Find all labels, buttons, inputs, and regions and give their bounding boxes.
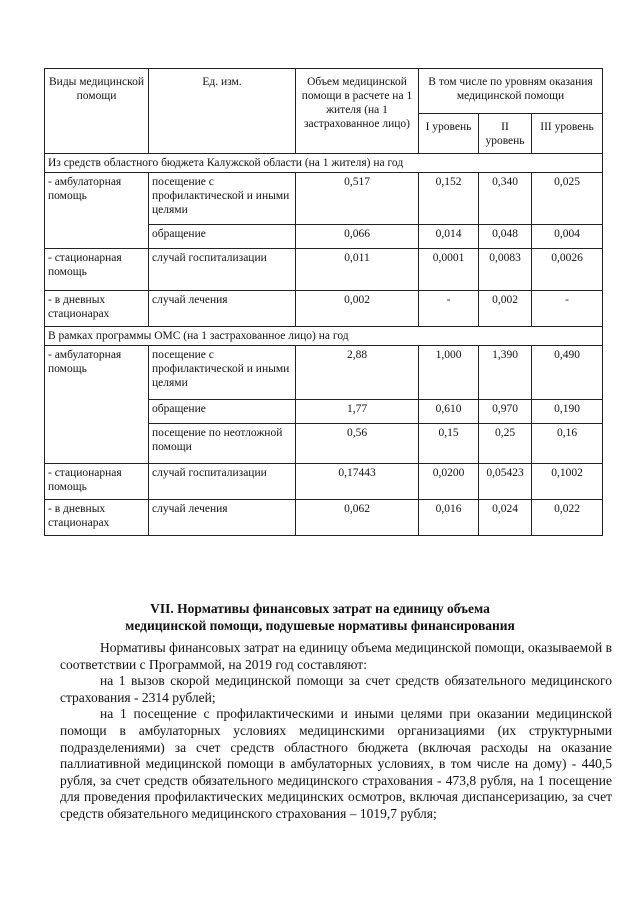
cell-volume: 0,066 — [296, 225, 419, 249]
cell-level1: 0,0200 — [419, 464, 479, 500]
cell-level3: 0,190 — [532, 400, 603, 424]
header-volume: Объем медицинской помощи в расчете на 1 жителя (на 1 застрахованное лицо) — [296, 69, 419, 154]
cell-level1: 1,000 — [419, 346, 479, 400]
cell-level3: - — [532, 291, 603, 327]
cell-level2: 1,390 — [479, 346, 532, 400]
section-title: Из средств областного бюджета Калужской области (на 1 жителя) на год — [45, 154, 603, 173]
cell-unit: случай госпитализации — [149, 464, 296, 500]
cell-unit: посещение по неотложной помощи — [149, 424, 296, 464]
section-title-row — [45, 327, 603, 346]
cell-volume: 0,56 — [296, 424, 419, 464]
header-type: Виды медицинской помощи — [45, 69, 149, 154]
cell-level3: 0,022 — [532, 500, 603, 536]
table-row — [45, 249, 603, 291]
norms-table — [44, 68, 603, 536]
cell-unit: случай лечения — [149, 500, 296, 536]
cell-unit: посещение с профилактической и иными целями — [149, 173, 296, 225]
cell-type: - амбулаторная помощь — [45, 346, 149, 464]
cell-volume: 1,77 — [296, 400, 419, 424]
header-level3: III уровень — [532, 114, 603, 154]
table-header-row — [45, 69, 603, 114]
cell-unit: обращение — [149, 225, 296, 249]
heading-line: медицинской помощи, подушевые нормативы финансирования — [125, 618, 515, 633]
cell-type: - в дневных стационарах — [45, 500, 149, 536]
cell-unit: случай лечения — [149, 291, 296, 327]
cell-level2: 0,024 — [479, 500, 532, 536]
header-levels-group: В том числе по уровням оказания медицинской помощи — [419, 69, 603, 114]
table-row — [45, 291, 603, 327]
cell-unit: посещение с профилактической и иными целями — [149, 346, 296, 400]
cell-volume: 0,062 — [296, 500, 419, 536]
cell-level2: 0,048 — [479, 225, 532, 249]
cell-level1: - — [419, 291, 479, 327]
paragraph: на 1 вызов скорой медицинской помощи за счет средств обязательного медицинского страхования - 2314 рублей; — [60, 673, 612, 705]
cell-level2: 0,05423 — [479, 464, 532, 500]
section-title: В рамках программы ОМС (на 1 застрахованное лицо) на год — [45, 327, 603, 346]
cell-level2: 0,25 — [479, 424, 532, 464]
cell-level1: 0,15 — [419, 424, 479, 464]
cell-level3: 0,490 — [532, 346, 603, 400]
header-level2: II уровень — [479, 114, 532, 154]
cell-level3: 0,025 — [532, 173, 603, 225]
cell-type: - амбулаторная помощь — [45, 173, 149, 249]
cell-level2: 0,0083 — [479, 249, 532, 291]
heading-line: VII. Нормативы финансовых затрат на единицу объема — [150, 601, 490, 616]
cell-level2: 0,002 — [479, 291, 532, 327]
cell-level1: 0,610 — [419, 400, 479, 424]
cell-type: - в дневных стационарах — [45, 291, 149, 327]
cell-level3: 0,004 — [532, 225, 603, 249]
cell-type: - стационарная помощь — [45, 249, 149, 291]
cell-level2: 0,970 — [479, 400, 532, 424]
cell-level1: 0,016 — [419, 500, 479, 536]
cell-level1: 0,152 — [419, 173, 479, 225]
cell-level1: 0,014 — [419, 225, 479, 249]
cell-level3: 0,16 — [532, 424, 603, 464]
cell-level2: 0,340 — [479, 173, 532, 225]
paragraph: Нормативы финансовых затрат на единицу объема медицинской помощи, оказываемой в соответствии с Программой, на 2019 год составляют: — [60, 640, 612, 672]
cell-unit: обращение — [149, 400, 296, 424]
cell-level3: 0,0026 — [532, 249, 603, 291]
cell-volume: 0,17443 — [296, 464, 419, 500]
section-title-row — [45, 154, 603, 173]
cell-volume: 0,011 — [296, 249, 419, 291]
cell-level3: 0,1002 — [532, 464, 603, 500]
cell-unit: случай госпитализации — [149, 249, 296, 291]
cell-volume: 2,88 — [296, 346, 419, 400]
header-unit: Ед. изм. — [149, 69, 296, 154]
table-row — [45, 346, 603, 400]
table-row — [45, 173, 603, 225]
cell-volume: 0,517 — [296, 173, 419, 225]
table-row — [45, 500, 603, 536]
body-text — [60, 640, 612, 823]
section-heading — [0, 600, 640, 634]
header-level1: I уровень — [419, 114, 479, 154]
cell-level1: 0,0001 — [419, 249, 479, 291]
cell-type: - стационарная помощь — [45, 464, 149, 500]
table-row — [45, 464, 603, 500]
cell-volume: 0,002 — [296, 291, 419, 327]
paragraph: на 1 посещение с профилактическими и иными целями при оказании медицинской помощи в амбулаторных условиях медицинскими организациями (их структурными подразделениями) за счет средств областного бюджета (включая расходы на оказание паллиативной медицинской помощи в амбулаторных условиях, в том числе на дому) - 440,5 рубля, за счет средств обязательного медицинского страхования - 473,8 рубля, на 1 посещение для проведения профилактических медицинских осмотров, включая диспансеризацию, за счет средств обязательного медицинского страхования – 1019,7 рубля; — [60, 706, 612, 821]
